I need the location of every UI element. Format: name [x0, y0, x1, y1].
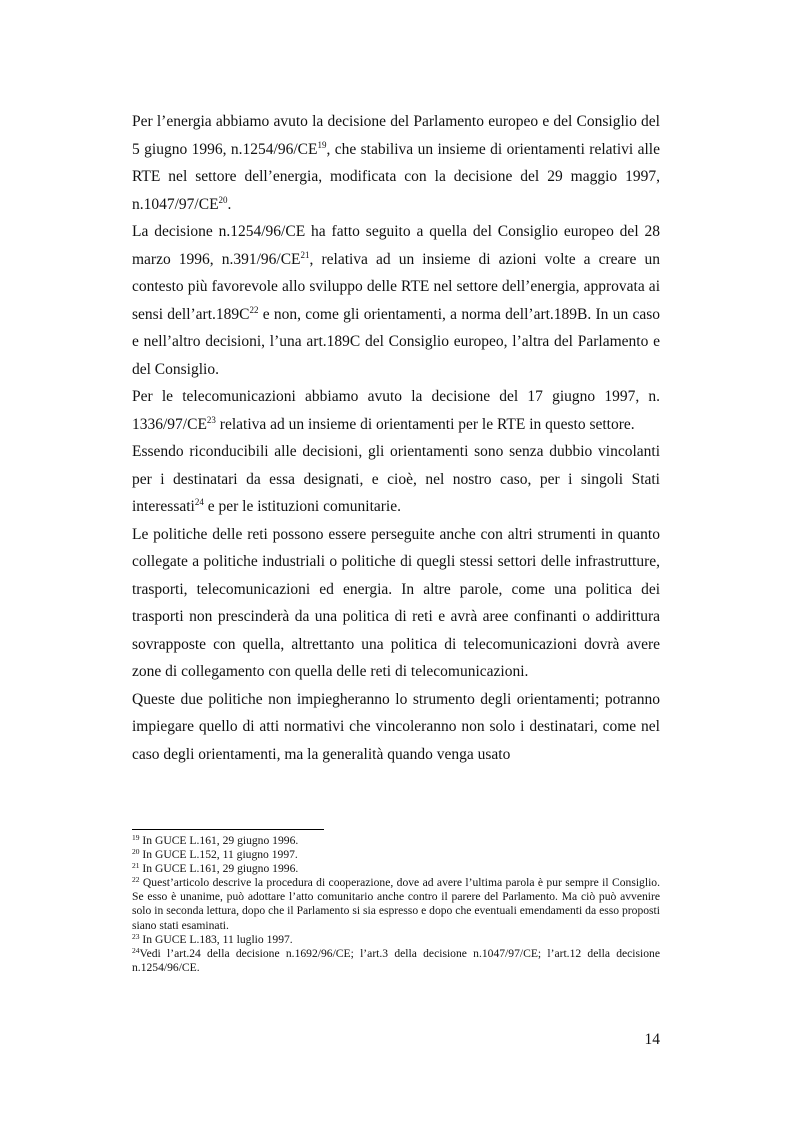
footnote: $^{21}$ In GUCE L.161, 29 giugno 1996.: [132, 861, 299, 876]
footnote-ref: 21: [300, 249, 310, 260]
paragraph: La decisione n.1254/96/CE ha fatto seguito a quella del Consiglio europeo del 28 marzo 1996, n.391/96/CE$^{21}$, relativa ad un insieme di azioni volte a creare un contesto più favorevole allo sviluppo delle RTE nel settore dell’energia, approvata ai sensi $dell’art.189C^{22}$ e non, come gli orientamenti, a norma dell’art.189B. In un caso e nell’altro decisioni, l’una art.189C del Consiglio europeo, l’altra del Parlamento e del Consiglio.: [132, 223, 660, 378]
footnote-number: 23: [132, 931, 140, 941]
footnote: $^{20}$ In GUCE L.152, 11 giugno 1997.: [132, 847, 298, 862]
paragraph: Le politiche delle reti possono essere perseguite anche con altri strumenti in quanto collegate a politiche industriali o politiche di quegli stessi settori delle infrastrutture, trasporti, telecomunicazioni ed energia. In altre parole, come una politica dei trasporti non prescinderà da una politica di reti e avrà aree confinanti o addirittura sovrapposte con quella, altrettanto una politica di telecomunicazioni dovrà avere zone di collegamento con quella delle reti di telecomunicazioni.: [132, 525, 660, 680]
page-number: 14: [644, 1031, 660, 1048]
footnote-ref: 19: [317, 139, 327, 150]
footnote-number: 19: [132, 833, 140, 842]
paragraph: Essendo riconducibili alle decisioni, gli orientamenti sono senza dubbio vincolanti per i destinatari da essa designati, e cioè, nel nostro caso, per i singoli Stati interessati$^{24}$ e per le istituzioni comunitarie.: [132, 443, 660, 515]
footnote-number: 24: [132, 945, 140, 955]
footnote-number: 20: [132, 847, 140, 857]
footnote: $^{19}$ In GUCE L.161, 29 giugno 1996.: [132, 833, 299, 847]
paragraph: Queste due politiche non impiegheranno lo strumento degli orientamenti; potranno impiegare quello di atti normativi che vincoleranno non solo i destinatari, come nel caso degli orientamenti, ma la generalità quando venga usato: [132, 690, 660, 763]
footnote-ref: 20: [218, 194, 228, 205]
footnotes: [132, 834, 660, 975]
footnote: $^{22}$ Quest’articolo descrive la procedura di cooperazione, dove ad avere l’ultima parola è pur sempre il Consiglio. Se esso è unanime, può adottare l’atto comunitario anche contro il parere del Parlamento. Ma ciò può avvenire solo in seconda lettura, dopo che il Parlamento si sia espresso e dopo che eventuali emendamenti da esso proposti siano stati esaminati.: [132, 875, 660, 932]
footnote-divider: [132, 829, 324, 830]
footnote-ref: 22: [249, 304, 259, 315]
paragraph: Per le telecomunicazioni abbiamo avuto la decisione del 17 giugno 1997, n. 1336/97/CE$^{23}$ relativa ad un insieme di orientamenti per le RTE in questo settore.: [132, 388, 660, 433]
footnote-ref: 24: [194, 497, 204, 507]
footnote: $^{23}$ In GUCE L.183, 11 luglio 1997.: [132, 931, 293, 946]
footnote: $^{24}$Vedi l’art.24 della decisione n.1692/96/CE; l’art.3 della decisione n.1047/97/CE; l’art.12 della decisione n.1254/96/CE.: [132, 945, 660, 974]
footnote-number: 22: [132, 875, 140, 885]
footnote-ref: 23: [206, 414, 216, 425]
body-text: [132, 108, 660, 768]
footnote-number: 21: [132, 861, 140, 871]
paragraph: Per l’energia abbiamo avuto la decisione del Parlamento europeo e del Consiglio del 5 giugno 1996, n.1254/96/CE$^{19}$, che stabiliva un insieme di orientamenti relativi alle RTE nel settore dell’energia, modificata con la decisione del 29 maggio 1997, n.1047/97/CE$^{20}$.: [132, 113, 660, 213]
